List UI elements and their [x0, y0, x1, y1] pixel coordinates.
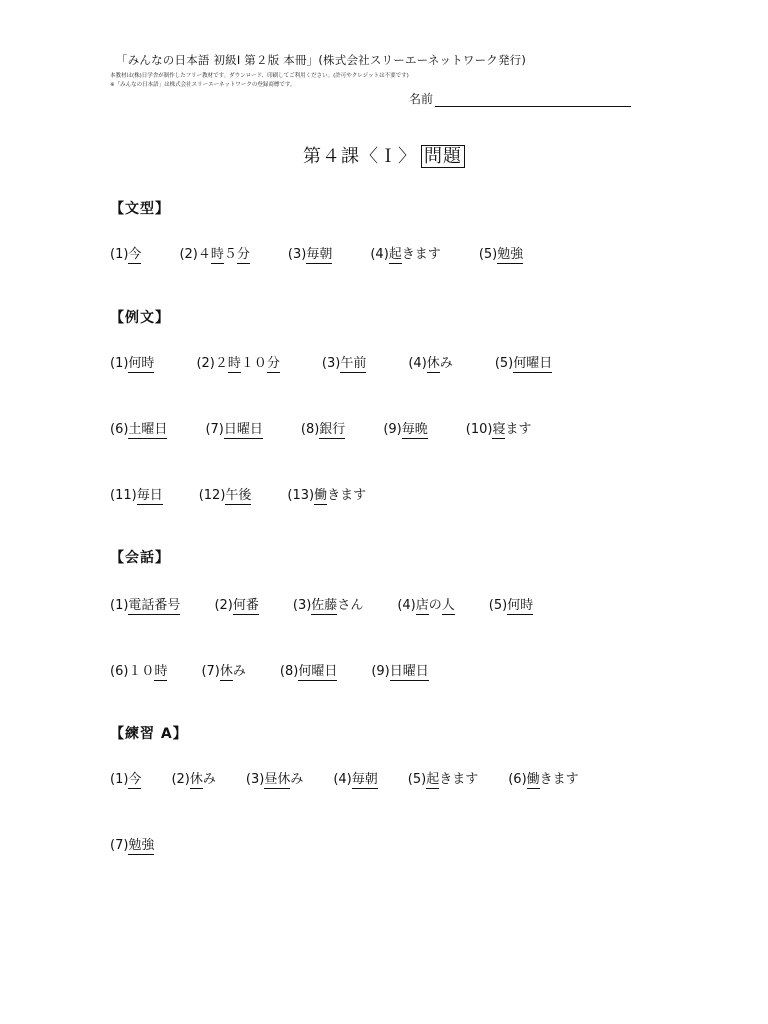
question-number: (4)	[408, 356, 427, 371]
question-item	[293, 594, 363, 613]
question-number: (9)	[371, 664, 390, 679]
question-number: (8)	[279, 664, 299, 679]
question-item	[110, 834, 154, 853]
question-item	[110, 594, 180, 613]
question-item	[370, 243, 440, 262]
question-number: (2)	[196, 356, 215, 371]
underlined-kanji: 今	[128, 772, 142, 787]
question-row	[110, 352, 594, 371]
okurigana-text: み	[290, 772, 304, 787]
question-item	[322, 352, 366, 371]
question-item	[466, 418, 532, 437]
section-heading: 【例文】	[110, 310, 170, 326]
problems-boxed-label: 問題	[421, 145, 465, 168]
question-number: (6)	[110, 664, 129, 679]
question-item	[495, 352, 552, 371]
question-item	[179, 243, 249, 262]
question-row	[110, 768, 609, 787]
underlined-kanji: 休	[219, 664, 233, 679]
underlined-kanji: 銀行	[319, 422, 346, 437]
textbook-citation: 「みんなの日本語 初級Ⅰ 第２版 本冊」(株式会社スリーエーネットワーク発行)	[116, 53, 527, 67]
okurigana-text: の	[428, 598, 442, 613]
underlined-kanji: 何曜日	[298, 664, 338, 679]
question-number: (4)	[397, 598, 416, 613]
question-number: (3)	[287, 247, 307, 262]
okurigana-text: さん	[337, 598, 364, 613]
plain-text: １０	[240, 356, 267, 371]
question-number: (1)	[110, 598, 129, 613]
question-item	[110, 660, 167, 679]
underlined-kanji: 毎朝	[306, 247, 333, 262]
question-item	[408, 768, 478, 787]
question-item	[479, 243, 523, 262]
underlined-kanji: 休	[426, 356, 440, 371]
trademark-note: ※「みんなの日本語」は株式会社スリーエーネットワークの登録商標です。	[110, 82, 296, 88]
question-number: (2)	[171, 772, 190, 787]
section-heading: 【練習 A】	[110, 726, 188, 742]
question-item	[110, 484, 163, 503]
question-number: (13)	[287, 488, 315, 503]
question-number: (11)	[110, 488, 137, 503]
lesson-title: 第４課〈Ｉ〉	[303, 146, 417, 167]
question-item	[508, 768, 578, 787]
section-heading: 【会話】	[110, 550, 170, 566]
underlined-kanji: 午前	[340, 356, 367, 371]
underlined-kanji: 時	[154, 664, 168, 679]
okurigana-text: きます	[327, 488, 367, 503]
question-item	[408, 352, 452, 371]
question-number: (4)	[370, 247, 389, 262]
question-item	[280, 660, 337, 679]
underlined-kanji: 働	[314, 488, 328, 503]
okurigana-text: きます	[401, 247, 441, 262]
page-title	[0, 142, 768, 168]
question-item	[333, 768, 377, 787]
plain-text: ５	[223, 247, 237, 262]
underlined-kanji: 起	[426, 772, 440, 787]
underlined-kanji: 午後	[225, 488, 252, 503]
question-item	[110, 352, 154, 371]
underlined-kanji: 分	[236, 247, 250, 262]
question-item	[110, 418, 167, 437]
underlined-kanji: 昼休	[264, 772, 291, 787]
underlined-kanji: 分	[266, 356, 280, 371]
underlined-kanji: 時	[210, 247, 224, 262]
underlined-kanji: 何時	[507, 598, 534, 613]
question-item	[171, 768, 215, 787]
question-number: (3)	[321, 356, 341, 371]
plain-text: １０	[128, 664, 155, 679]
question-item	[196, 352, 279, 371]
underlined-kanji: 日曜日	[389, 664, 429, 679]
question-number: (3)	[245, 772, 265, 787]
question-number: (1)	[110, 356, 129, 371]
question-number: (5)	[494, 356, 514, 371]
question-number: (5)	[407, 772, 427, 787]
question-item	[201, 660, 245, 679]
okurigana-text: きます	[539, 772, 579, 787]
underlined-kanji: 勉強	[497, 247, 524, 262]
question-item	[199, 484, 252, 503]
okurigana-text: み	[232, 664, 246, 679]
underlined-kanji: 時	[227, 356, 241, 371]
okurigana-text: み	[439, 356, 453, 371]
underlined-kanji: 休	[189, 772, 203, 787]
question-number: (3)	[292, 598, 312, 613]
name-field[interactable]	[409, 90, 631, 107]
underlined-kanji: 電話番号	[128, 598, 181, 613]
underlined-kanji: 毎朝	[351, 772, 378, 787]
underlined-kanji: 日曜日	[223, 422, 263, 437]
question-number: (1)	[110, 247, 129, 262]
question-number: (2)	[179, 247, 198, 262]
question-item	[214, 594, 258, 613]
okurigana-text: ます	[505, 422, 532, 437]
question-item	[489, 594, 533, 613]
question-number: (7)	[110, 838, 129, 853]
underlined-kanji: 店	[415, 598, 429, 613]
question-number: (5)	[478, 247, 498, 262]
question-number: (7)	[201, 664, 220, 679]
question-row	[110, 484, 402, 503]
question-number: (2)	[214, 598, 233, 613]
question-number: (6)	[508, 772, 527, 787]
question-number: (10)	[465, 422, 493, 437]
underlined-kanji: 何番	[232, 598, 259, 613]
name-label: 名前	[409, 92, 434, 106]
underlined-kanji: 毎晩	[401, 422, 428, 437]
underlined-kanji: 人	[441, 598, 455, 613]
question-item	[246, 768, 303, 787]
underlined-kanji: 佐藤	[311, 598, 338, 613]
question-item	[287, 484, 366, 503]
question-number: (8)	[300, 422, 320, 437]
underlined-kanji: 毎日	[136, 488, 163, 503]
question-item	[371, 660, 428, 679]
question-number: (6)	[110, 422, 129, 437]
question-item	[288, 243, 332, 262]
underlined-kanji: 何曜日	[513, 356, 553, 371]
underlined-kanji: 勉強	[128, 838, 155, 853]
question-row	[110, 243, 561, 262]
question-row	[110, 660, 463, 679]
underlined-kanji: 働	[526, 772, 540, 787]
section-heading: 【文型】	[110, 201, 170, 217]
question-row	[110, 834, 184, 853]
question-number: (5)	[488, 598, 508, 613]
question-item	[110, 243, 141, 262]
plain-text: ２	[214, 356, 228, 371]
question-row	[110, 594, 567, 613]
okurigana-text: きます	[439, 772, 479, 787]
underlined-kanji: 寝	[492, 422, 506, 437]
question-item	[205, 418, 262, 437]
question-item	[110, 768, 141, 787]
question-number: (1)	[110, 772, 129, 787]
question-number: (4)	[333, 772, 352, 787]
underlined-kanji: 土曜日	[128, 422, 168, 437]
okurigana-text: み	[202, 772, 216, 787]
question-item	[397, 594, 454, 613]
question-number: (9)	[383, 422, 402, 437]
question-number: (7)	[205, 422, 224, 437]
name-blank-line[interactable]	[435, 92, 631, 107]
question-item	[383, 418, 427, 437]
underlined-kanji: 何時	[128, 356, 155, 371]
underlined-kanji: 今	[128, 247, 142, 262]
license-note: 本教材は(株)日学舎が制作したフリー教材です。ダウンロード、印刷してご利用ください。(許可やクレジットは不要です)	[110, 73, 409, 79]
underlined-kanji: 起	[388, 247, 402, 262]
question-number: (12)	[198, 488, 226, 503]
plain-text: ４	[197, 247, 211, 262]
question-row	[110, 418, 569, 437]
question-item	[301, 418, 345, 437]
